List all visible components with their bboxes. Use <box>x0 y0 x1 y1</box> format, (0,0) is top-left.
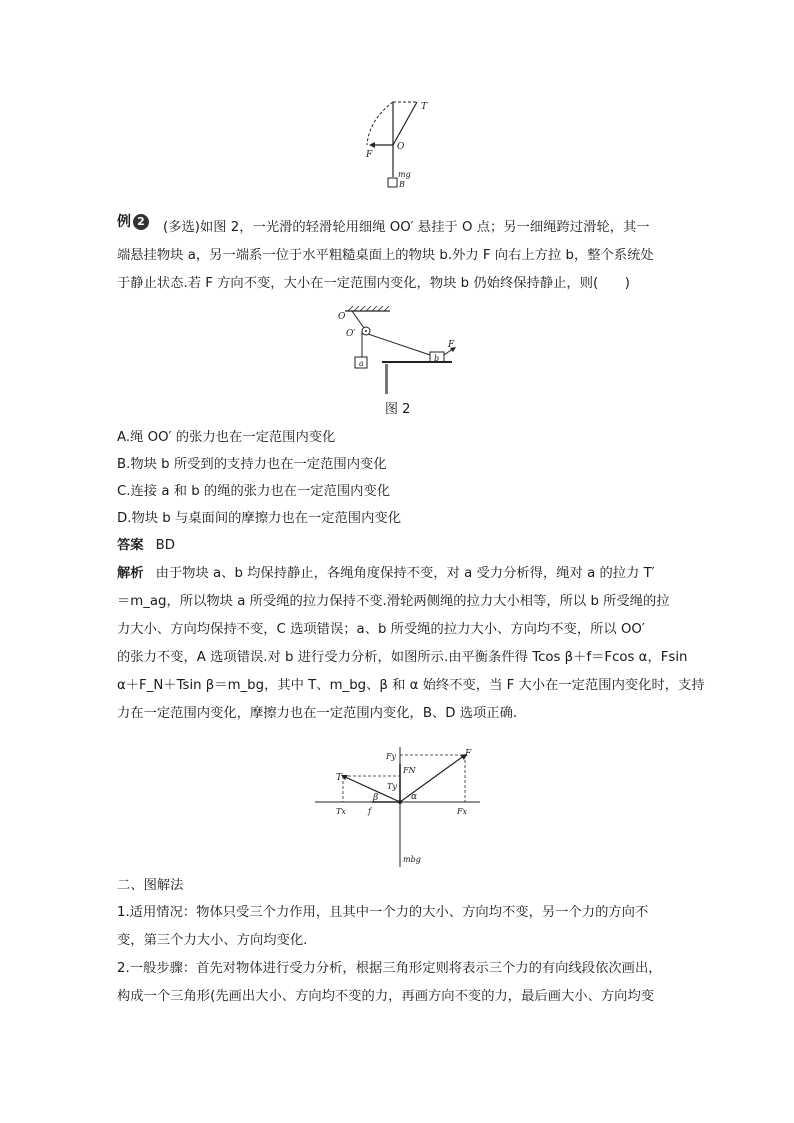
option-c: C.连接 a 和 b 的绳的张力也在一定范围内变化 <box>117 484 391 499</box>
section-line-2: 变，第三个力大小、方向均变化. <box>117 933 308 948</box>
label-mg: mg <box>398 170 411 179</box>
analysis-line-4: 的张力不变，A 选项错误.对 b 进行受力分析，如图所示.由平衡条件得 Tcos β＋f＝Fcos α，Fsin <box>117 650 688 665</box>
rope-oo-prime <box>352 311 364 328</box>
example-text-line-2: 端悬挂物块 a，另一端系一位于水平粗糙桌面上的物块 b.外力 F 向右上方拉 b，整个系统处 <box>117 248 654 263</box>
figure-1-force-diagram <box>355 95 445 200</box>
label-ty: Ty <box>387 782 397 791</box>
label-fn: FN <box>403 766 416 775</box>
force-f <box>400 755 465 802</box>
analysis-line-3: 力大小、方向均保持不变，C 选项错误；a、b 所受绳的拉力大小、方向均不变，所以 OO′ <box>117 622 645 637</box>
table-leg <box>385 364 388 394</box>
label-tx: Tx <box>336 807 346 816</box>
option-d: D.物块 b 与桌面间的摩擦力也在一定范围内变化 <box>117 511 401 526</box>
label-mbg: mbg <box>403 855 421 864</box>
label-f: F <box>448 340 455 350</box>
answer-label: 答案 <box>117 538 144 553</box>
analysis-label: 解析 <box>117 566 144 581</box>
example-text-line-3: 于静止状态.若 F 方向不变，大小在一定范围内变化，物块 b 仍始终保持静止，则( ) <box>117 276 630 291</box>
label-f: F <box>465 749 472 759</box>
figure-2-caption: 图 2 <box>385 402 411 417</box>
section-line-1: 1.适用情况：物体只受三个力作用，且其中一个力的大小、方向均不变，另一个力的方向不 <box>117 905 649 920</box>
arc-dashed <box>367 102 393 145</box>
label-t: T <box>421 102 428 112</box>
example-text-line-1: (多选)如图 2，一光滑的轻滑轮用细绳 OO′ 悬挂于 O 点；另一细绳跨过滑轮，其一 <box>163 220 650 235</box>
label-b: b <box>434 354 440 363</box>
label-beta: β <box>373 793 379 803</box>
label-b: B <box>399 180 405 189</box>
option-a: A.绳 OO′ 的张力也在一定范围内变化 <box>117 430 336 445</box>
label-t: T <box>336 773 343 783</box>
figure-3-force-analysis <box>310 742 490 872</box>
label-alpha: α <box>411 792 418 802</box>
figure-2-pulley-diagram <box>330 305 460 400</box>
example-number-badge: 2 <box>133 214 149 230</box>
answer-value: BD <box>155 538 175 553</box>
label-fx: Fx <box>457 807 468 816</box>
rope-to-b <box>368 334 430 355</box>
section-heading: 二、图解法 <box>117 878 184 893</box>
analysis-line-5: α＋F_N＋Tsin β＝m_bg，其中 T、m_bg、β 和 α 始终不变，当 F 大小在一定范围内变化时，支持 <box>117 678 705 693</box>
label-a: a <box>359 359 364 368</box>
analysis-line-1: 解析 由于物块 a、b 均保持静止，各绳角度保持不变，对 a 受力分析得，绳对 a 的拉力 T′ <box>117 566 655 581</box>
label-o-prime: O′ <box>346 329 356 339</box>
answer-line <box>117 532 682 560</box>
section-line-3: 2.一般步骤：首先对物体进行受力分析，根据三角形定则将表示三个力的有向线段依次画出， <box>117 961 662 976</box>
label-f: F <box>366 150 373 160</box>
tension-line <box>393 102 417 145</box>
block-b <box>388 178 397 187</box>
label-friction: f <box>368 807 371 816</box>
label-fy: Fy <box>386 752 397 761</box>
label-o: O <box>338 312 346 322</box>
analysis-line-6: 力在一定范围内变化，摩擦力也在一定范围内变化，B、D 选项正确. <box>117 706 518 721</box>
example-label: 例 2 <box>117 209 149 235</box>
section-line-4: 构成一个三角形(先画出大小、方向均不变的力，再画方向不变的力，最后画大小、方向均变 <box>117 989 655 1004</box>
label-o: O <box>397 142 405 152</box>
option-b: B.物块 b 所受到的支持力也在一定范围内变化 <box>117 457 387 472</box>
analysis-line-2: ＝m_ag，所以物块 a 所受绳的拉力保持不变.滑轮两侧绳的拉力大小相等，所以 b 所受绳的拉 <box>117 594 670 609</box>
